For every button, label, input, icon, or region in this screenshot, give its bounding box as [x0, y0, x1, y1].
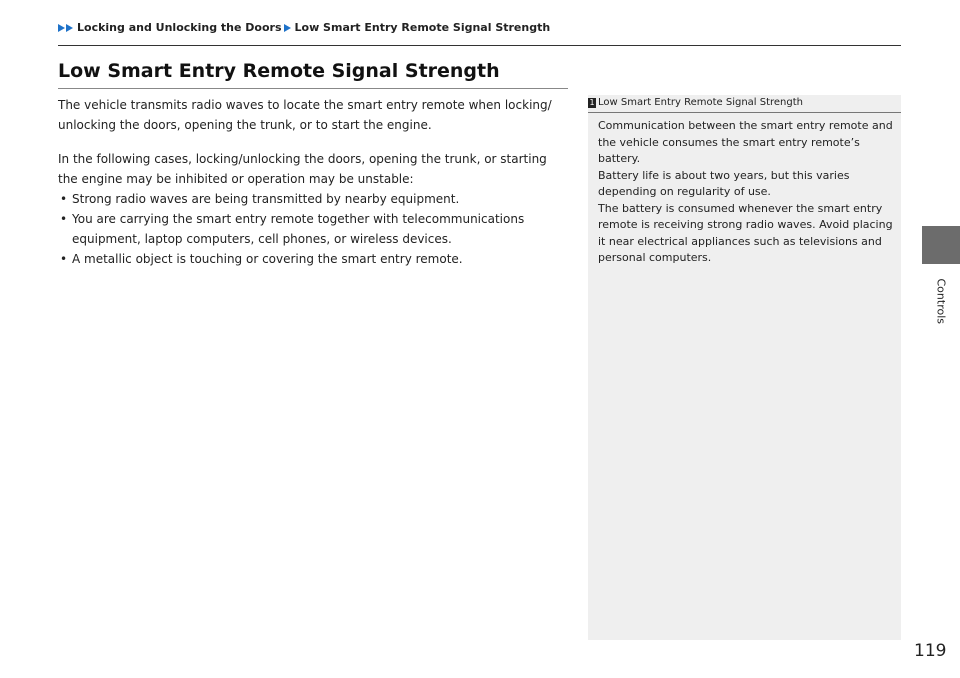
side-note-title: Low Smart Entry Remote Signal Strength: [598, 97, 803, 108]
section-title: Low Smart Entry Remote Signal Strength: [58, 60, 500, 82]
breadcrumb-parent-link[interactable]: Locking and Unlocking the Doors: [77, 21, 282, 34]
side-note-divider: [588, 112, 901, 113]
bullet-icon: •: [60, 212, 68, 226]
title-divider: [58, 88, 568, 89]
section-body: [58, 95, 570, 269]
side-note-body: [598, 118, 896, 267]
side-note-paragraph: The battery is consumed whenever the smart entry remote is receiving strong radio waves. Avoid placing it near electrical appliances such as televisions and personal computers.: [598, 201, 893, 264]
side-note-paragraph: Communication between the smart entry remote and the vehicle consumes the smart entry remote’s battery.: [598, 119, 893, 165]
breadcrumb-arrow-icon: [284, 24, 291, 32]
list-item-text: A metallic object is touching or covering the smart entry remote.: [72, 252, 463, 266]
breadcrumb: [58, 21, 901, 34]
breadcrumb-arrow-icon: [66, 24, 73, 32]
chapter-tab[interactable]: [922, 226, 960, 264]
chapter-tab-label: Controls: [934, 278, 948, 324]
breadcrumb-arrow-icon: [58, 24, 65, 32]
reference-icon: 1: [589, 97, 595, 107]
page-number: 119: [914, 641, 947, 661]
list-item: [58, 209, 570, 249]
cases-list: [58, 189, 570, 269]
list-item-text: You are carrying the smart entry remote together with telecommunications equipment, laptop computers, cell phones, or wireless devices.: [72, 212, 525, 246]
cases-paragraph: In the following cases, locking/unlocking the doors, opening the trunk, or starting the engine may be inhibited or operation may be unstable:: [58, 152, 547, 186]
intro-paragraph: The vehicle transmits radio waves to locate the smart entry remote when locking/ unlocking the doors, opening the trunk, or to start the engine.: [58, 98, 552, 132]
breadcrumb-current: Low Smart Entry Remote Signal Strength: [294, 21, 551, 34]
list-item: [58, 189, 570, 209]
bullet-icon: •: [60, 252, 68, 266]
side-note-paragraph: Battery life is about two years, but this varies depending on regularity of use.: [598, 168, 850, 198]
side-note-heading: [588, 97, 901, 108]
header-divider: [58, 45, 901, 46]
list-item-text: Strong radio waves are being transmitted by nearby equipment.: [72, 192, 460, 206]
list-item: [58, 249, 570, 269]
bullet-icon: •: [60, 192, 68, 206]
side-note-panel: [588, 95, 901, 640]
